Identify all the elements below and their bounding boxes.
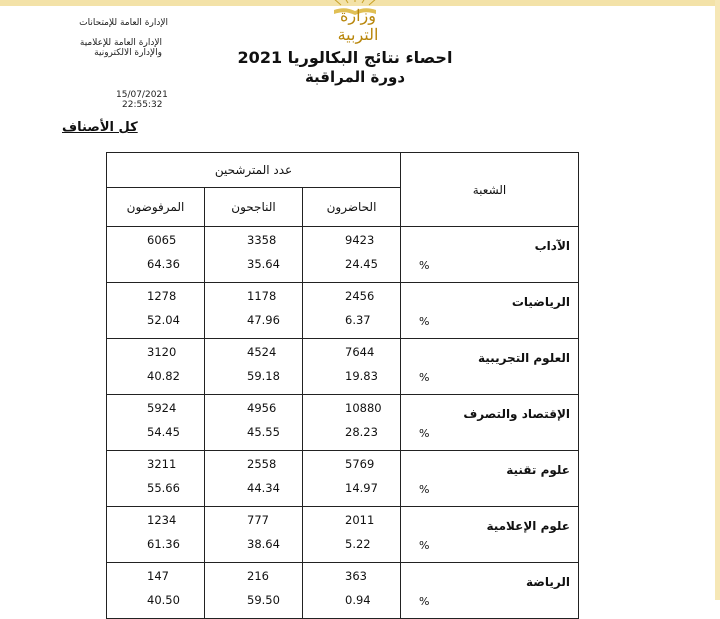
admin-line-electronic: والإدارة الالكترونية [94, 48, 162, 58]
rejected-percent: 40.50 [147, 593, 180, 607]
rejected-count: 3120 [147, 345, 177, 359]
present-percent: 5.22 [345, 537, 371, 551]
rejected-percent: 64.36 [147, 257, 180, 271]
percent-sign: % [419, 595, 430, 608]
passed-count: 777 [247, 513, 269, 527]
admin-line-it: الإدارة العامة للإعلامية [79, 38, 162, 48]
admin-line-exams: الإدارة العامة للإمتحانات [79, 18, 168, 28]
present-count: 363 [345, 569, 367, 583]
passed-count: 216 [247, 569, 269, 583]
percent-sign: % [419, 259, 430, 272]
rejected-percent: 61.36 [147, 537, 180, 551]
passed-count: 4524 [247, 345, 277, 359]
present-count: 2011 [345, 513, 375, 527]
column-header-rejected: المرفوضون [107, 188, 205, 227]
table-row [107, 227, 579, 283]
rejected-count: 6065 [147, 233, 177, 247]
present-count: 2456 [345, 289, 375, 303]
passed-percent: 59.18 [247, 369, 280, 383]
branch-name: علوم الإعلامية [486, 519, 570, 533]
rejected-count: 1234 [147, 513, 177, 527]
column-header-present: الحاضرون [303, 188, 401, 227]
branch-name: الرياضة [526, 575, 570, 589]
category-label: كل الأصناف [62, 120, 138, 135]
branch-name: علوم تقنية [506, 463, 570, 477]
results-table [106, 152, 579, 619]
percent-sign: % [419, 483, 430, 496]
table-row [107, 451, 579, 507]
passed-percent: 59.50 [247, 593, 280, 607]
logo-text: وزارة التربية [337, 6, 379, 44]
rejected-count: 3211 [147, 457, 177, 471]
present-percent: 0.94 [345, 593, 371, 607]
present-percent: 28.23 [345, 425, 378, 439]
percent-sign: % [419, 315, 430, 328]
present-count: 10880 [345, 401, 382, 415]
present-percent: 6.37 [345, 313, 371, 327]
passed-percent: 45.55 [247, 425, 280, 439]
branch-name: الرياضيات [511, 295, 570, 309]
rejected-count: 5924 [147, 401, 177, 415]
rejected-count: 1278 [147, 289, 177, 303]
present-count: 5769 [345, 457, 375, 471]
present-percent: 19.83 [345, 369, 378, 383]
percent-sign: % [419, 371, 430, 384]
present-percent: 24.45 [345, 257, 378, 271]
percent-sign: % [419, 427, 430, 440]
paper-edge-right [715, 0, 720, 600]
table-row [107, 507, 579, 563]
rejected-percent: 54.45 [147, 425, 180, 439]
passed-percent: 47.96 [247, 313, 280, 327]
column-header-passed: الناجحون [205, 188, 303, 227]
present-count: 7644 [345, 345, 375, 359]
passed-count: 3358 [247, 233, 277, 247]
candidates-group-header: عدد المترشحين [107, 153, 401, 188]
table-row [107, 339, 579, 395]
passed-count: 1178 [247, 289, 277, 303]
branch-name: الإقتصاد والتصرف [463, 407, 570, 421]
branch-name: العلوم التجريبية [478, 351, 570, 365]
percent-sign: % [419, 539, 430, 552]
passed-percent: 35.64 [247, 257, 280, 271]
table-row [107, 563, 579, 619]
report-date: 15/07/2021 [116, 90, 168, 100]
rejected-percent: 40.82 [147, 369, 180, 383]
rejected-percent: 55.66 [147, 481, 180, 495]
branch-name: الآداب [534, 239, 570, 253]
passed-count: 2558 [247, 457, 277, 471]
table-row [107, 395, 579, 451]
report-time: 22:55:32 [122, 100, 163, 110]
passed-count: 4956 [247, 401, 277, 415]
branch-column-header: الشعبة [401, 153, 579, 227]
rejected-count: 147 [147, 569, 169, 583]
present-percent: 14.97 [345, 481, 378, 495]
page-title: احصاء نتائج البكالوريا 2021 [237, 48, 453, 67]
present-count: 9423 [345, 233, 375, 247]
table-row [107, 283, 579, 339]
page-subtitle: دورة المراقبة [304, 68, 406, 86]
passed-percent: 44.34 [247, 481, 280, 495]
passed-percent: 38.64 [247, 537, 280, 551]
rejected-percent: 52.04 [147, 313, 180, 327]
